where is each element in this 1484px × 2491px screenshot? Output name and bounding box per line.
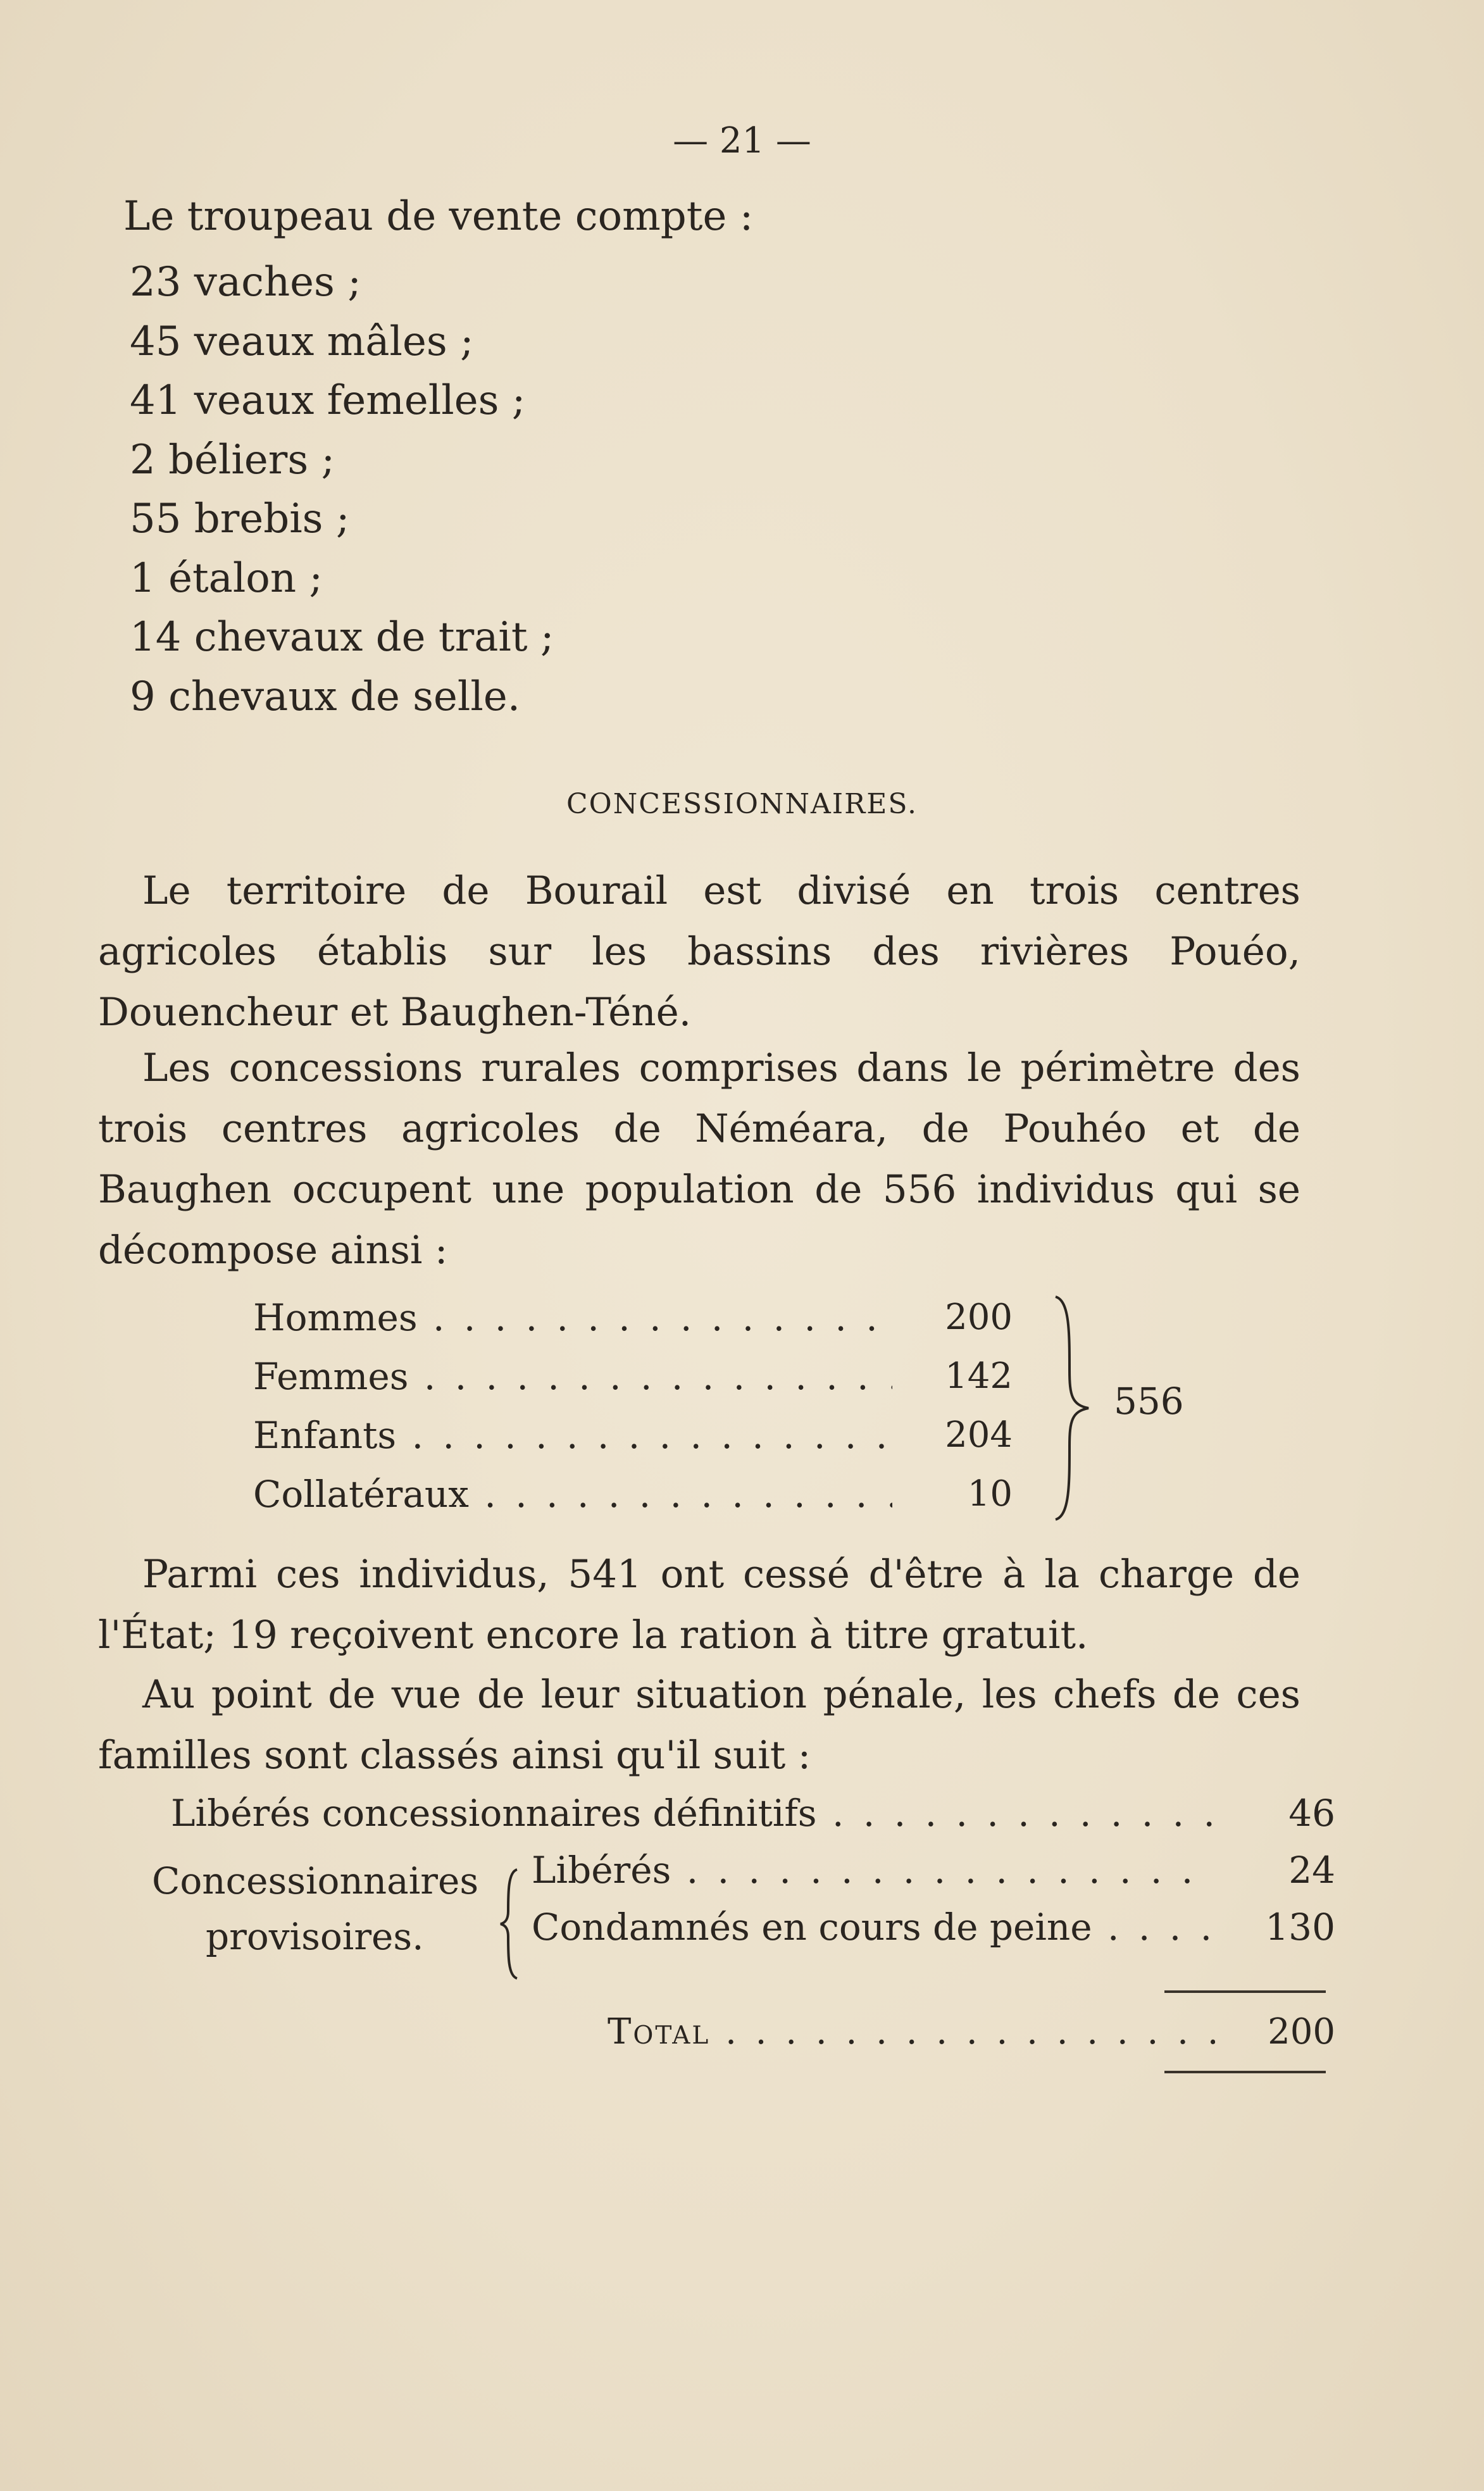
population-value: 200 (945, 1297, 1013, 1338)
liberes-label: Libérés . . . (532, 1849, 1215, 1892)
livestock-item: 45 veaux mâles ; (130, 318, 474, 365)
population-label: Femmes . . . (253, 1355, 892, 1398)
total-label: Total . . . (608, 2011, 1215, 2052)
livestock-intro: Le troupeau de vente compte : (123, 193, 754, 240)
total-rule-bottom (1164, 2071, 1326, 2073)
population-value: 204 (945, 1414, 1013, 1456)
population-row (253, 1406, 1013, 1464)
livestock-item: 9 chevaux de selle. (130, 673, 521, 720)
livestock-list (130, 253, 554, 727)
livestock-item: 1 étalon ; (130, 554, 323, 602)
population-row (253, 1288, 1013, 1347)
total-rule-top (1164, 1990, 1326, 1993)
total-value: 200 (1268, 2011, 1335, 2052)
livestock-item: 41 veaux femelles ; (130, 377, 526, 424)
provisional-brace (497, 1867, 522, 1981)
livestock-item: 14 chevaux de trait ; (130, 614, 554, 661)
classification-row-definitive (146, 1785, 1335, 1842)
section-heading: CONCESSIONNAIRES. (566, 788, 918, 820)
population-brace (1051, 1294, 1095, 1522)
population-label: Collatéraux . . . (253, 1473, 892, 1516)
definitive-value: 46 (1288, 1792, 1335, 1835)
livestock-item: 2 béliers ; (130, 436, 335, 484)
paragraph-territory: Le territoire de Bourail est divisé en trois centres agricoles établis sur les bassins des rivières Pouéo, Douencheur et Baughen-Téné. (98, 868, 1300, 1035)
provisional-label-line1: Concessionnaires (152, 1859, 479, 1902)
condamnes-label: Condamnés en cours de peine . . . (532, 1906, 1215, 1949)
population-total: 556 (1114, 1380, 1184, 1423)
population-row (253, 1464, 1013, 1523)
classification-total-row (608, 2003, 1335, 2060)
population-row (253, 1347, 1013, 1406)
definitive-label: Libérés concessionnaires définitifs . . . (146, 1792, 1215, 1835)
livestock-item: 23 vaches ; (130, 259, 361, 306)
population-label: Hommes . . . (253, 1296, 892, 1339)
condamnes-value: 130 (1265, 1906, 1335, 1949)
provisional-label-line2: provisoires. (206, 1915, 424, 1958)
paragraph-state-charge: Parmi ces individus, 541 ont cessé d'être à la charge de l'État; 19 reçoivent encore la ration à titre gratuit. (98, 1552, 1300, 1658)
paragraph-concessions: Les concessions rurales comprises dans le périmètre des trois centres agricoles de Néméara, de Pouhéo et de Baughen occupent une population de 556 individus qui se décompose ainsi : (98, 1046, 1300, 1273)
livestock-item: 55 brebis ; (130, 496, 350, 542)
population-value: 10 (967, 1473, 1013, 1514)
page-number: — 21 — (673, 120, 811, 161)
population-value: 142 (945, 1356, 1013, 1397)
liberes-value: 24 (1288, 1849, 1335, 1892)
population-label: Enfants . . . (253, 1414, 892, 1457)
population-table (253, 1288, 1013, 1523)
paragraph-penal-situation: Au point de vue de leur situation pénale, les chefs de ces familles sont classés ainsi qu'il suit : (98, 1672, 1300, 1778)
